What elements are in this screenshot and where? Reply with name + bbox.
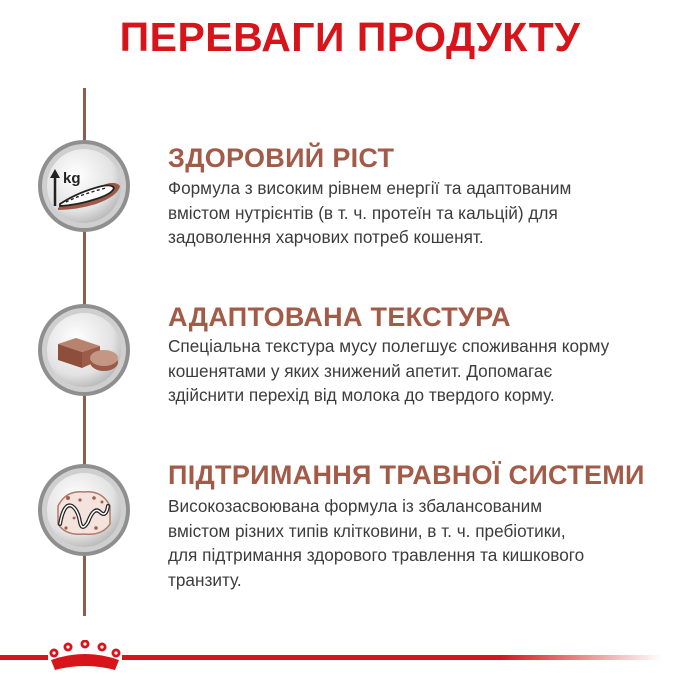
feature-description-growth (168, 176, 688, 250)
footer-line-left (0, 655, 48, 660)
badge-kg: kg (63, 170, 81, 187)
mousse-texture-icon (36, 302, 132, 398)
description-line: Спеціальна текстура мусу полегшує споживання корму (168, 336, 610, 356)
description-line: вмістом нутрієнтів (в т. ч. протеїн та кальцій) для (168, 202, 558, 223)
description-line: задоволення харчових потреб кошенят. (168, 227, 484, 247)
feature-description-digestion (168, 494, 688, 592)
royal-crown-logo (46, 640, 124, 674)
description-line: вмістом різних типів клітковини, в т. ч. пребіотики, (168, 520, 566, 541)
description-line: транзиту. (168, 569, 242, 590)
description-line: Високозасвоювана формула із збалансованим (168, 496, 543, 516)
digestive-system-icon (36, 462, 132, 558)
feature-heading-digestion: ПІДТРИМАННЯ ТРАВНОЇ СИСТЕМИ (168, 460, 645, 490)
growth-scale-icon (36, 138, 132, 234)
description-line: для підтримання здорового травлення та кишкового (168, 545, 585, 565)
description-line: здійснити перехід від молока до твердого корму. (168, 385, 555, 405)
feature-description-texture (168, 334, 688, 408)
feature-heading-texture: АДАПТОВАНА ТЕКСТУРА (168, 302, 511, 332)
description-line: Формула з високим рівнем енергії та адаптованим (168, 178, 572, 198)
page-title: ПЕРЕВАГИ ПРОДУКТУ (119, 14, 581, 60)
feature-heading-growth: ЗДОРОВИЙ РІСТ (168, 143, 395, 173)
description-line: кошенятами у яких знижений апетит. Допомагає (168, 360, 553, 381)
footer-line-right (122, 655, 662, 660)
